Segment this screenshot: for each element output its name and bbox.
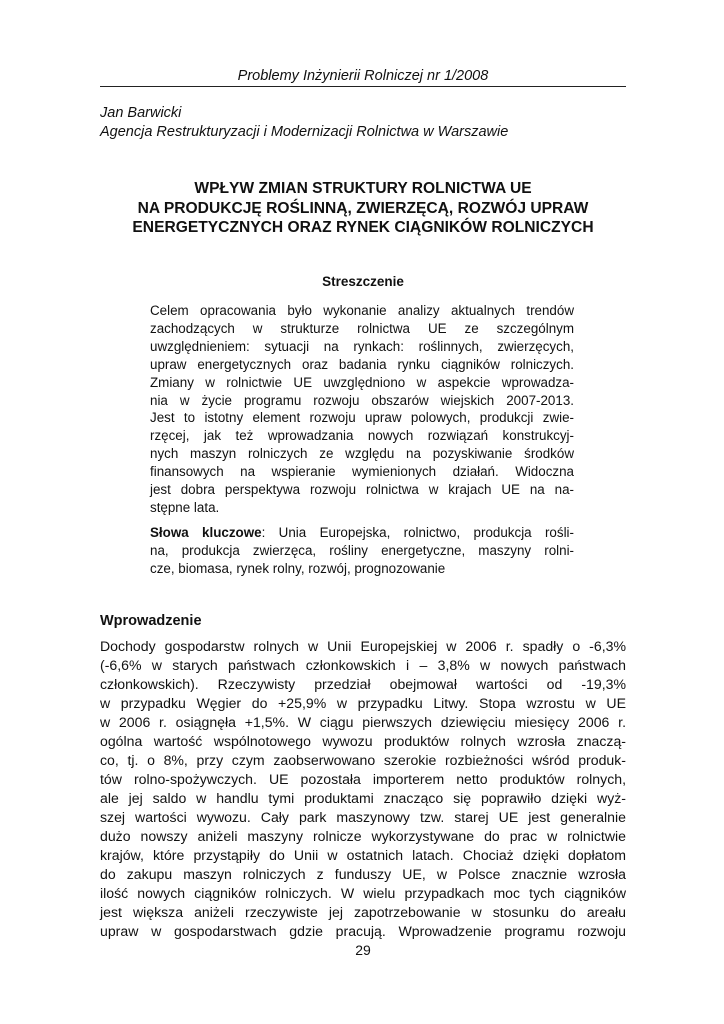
title-line: ENERGETYCZNYCH ORAZ RYNEK CIĄGNIKÓW ROLNICZYCH [132, 219, 594, 236]
keywords-block [150, 524, 574, 578]
body-line: dużo nowszy aniżeli maszyny rolnicze wykorzystywane do prac w rolnictwie [100, 828, 626, 844]
page-number: 29 [355, 942, 371, 958]
keywords-line: na, produkcja zwierzęca, rośliny energetyczne, maszyny rolni- [150, 542, 574, 558]
abstract-line: rzęcej, jak też wprowadzania nowych rozwiązań konstrukcyj- [150, 428, 574, 444]
body-line: do zakupu maszyn rolniczych z funduszy UE, w Polsce znacznie wzrosła [100, 866, 626, 882]
abstract-line: nia w życie programu rozwoju obszarów wiejskich 2007-2013. [150, 392, 574, 408]
abstract-heading: Streszczenie [322, 274, 404, 289]
author-name: Jan Barwicki [100, 105, 182, 121]
keywords-text: : Unia Europejska, rolnictwo, produkcja rośli- [261, 525, 574, 540]
journal-header: Problemy Inżynierii Rolniczej nr 1/2008 [237, 68, 489, 84]
abstract-line: zachodzących w strukturze rolnictwa UE ze szczególnym [150, 320, 574, 336]
body-line: tów rolno-spożywczych. UE pozostała importerem netto produktów rolnych, [100, 771, 626, 787]
abstract-line: Jest to istotny element rozwoju upraw polowych, produkcji zwie- [150, 410, 574, 426]
abstract-body [150, 302, 574, 517]
title-line: WPŁYW ZMIAN STRUKTURY ROLNICTWA UE [194, 180, 532, 197]
abstract-line: Zmiany w rolnictwie UE uwzględniono w aspekcie wprowadza- [150, 374, 574, 390]
body-line: ilość nowych ciągników rolniczych. W wielu przypadkach moc tych ciągników [100, 885, 626, 901]
body-line: co, tj. o 8%, przy czym zaobserwowano szerokie rozbieżności wśród produk- [100, 752, 626, 768]
section-body [100, 637, 626, 941]
body-line: ogólna wartość wspólnotowego wywozu produktów rolnych wzrosła znaczą- [100, 733, 626, 749]
body-line: krajów, które przystąpiły do Unii w ostatnich latach. Chociaż dzięki dopłatom [100, 847, 626, 863]
body-line: (-6,6% w starych państwach członkowskich i – 3,8% w nowych państwach [100, 657, 626, 673]
section-heading: Wprowadzenie [100, 613, 202, 629]
abstract-line: Celem opracowania było wykonanie analizy aktualnych trendów [150, 303, 574, 318]
author-affiliation: Agencja Restrukturyzacji i Modernizacji Rolnictwa w Warszawie [100, 124, 509, 140]
abstract-line: jest dobra perspektywa rozwoju rolnictwa w krajach UE na na- [150, 482, 574, 498]
body-line: w przypadku Węgier do +25,9% w przypadku Litwy. Stopa wzrostu w UE [100, 695, 626, 711]
abstract-line: finansowych na wspieranie wymienionych działań. Widoczna [150, 464, 574, 480]
header-rule [100, 86, 626, 87]
body-line: ale jej saldo w handlu tymi produktami znacząco się poprawiło dzięki wyż- [100, 790, 626, 806]
keywords-line: cze, biomasa, rynek rolny, rozwój, prognozowanie [150, 560, 446, 576]
body-line: upraw w gospodarstwach gdzie pracują. Wprowadzenie programu rozwoju [100, 923, 626, 939]
paper-title [100, 179, 626, 238]
body-line: członkowskich). Rzeczywisty przedział obejmował wartości od -19,3% [100, 676, 626, 692]
abstract-line: upraw energetycznych oraz badania rynku ciągników rolniczych. [150, 356, 574, 372]
keywords-line [150, 524, 574, 542]
keywords-label: Słowa kluczowe [150, 525, 262, 540]
abstract-line: stępne lata. [150, 499, 220, 515]
body-line: jest większa aniżeli rzeczywiste jej zapotrzebowanie w stosunku do areału [100, 904, 626, 920]
title-line: NA PRODUKCJĘ ROŚLINNĄ, ZWIERZĘCĄ, ROZWÓJ UPRAW [137, 199, 589, 217]
body-line: szej wartości wywozu. Cały park maszynowy tzw. starej UE jest generalnie [100, 809, 626, 825]
author-block [100, 104, 626, 142]
body-line: w 2006 r. osiągnęła +1,5%. W ciągu pierwszych dziewięciu miesięcy 2006 r. [100, 714, 626, 730]
abstract-line: nych maszyn rolniczych ze względu na pozyskiwanie środków [150, 446, 574, 462]
abstract-line: uwzględnieniem: sytuacji na rynkach: roślinnych, zwierzęcych, [150, 338, 574, 354]
body-line: Dochody gospodarstw rolnych w Unii Europejskiej w 2006 r. spadły o -6,3% [100, 638, 626, 654]
